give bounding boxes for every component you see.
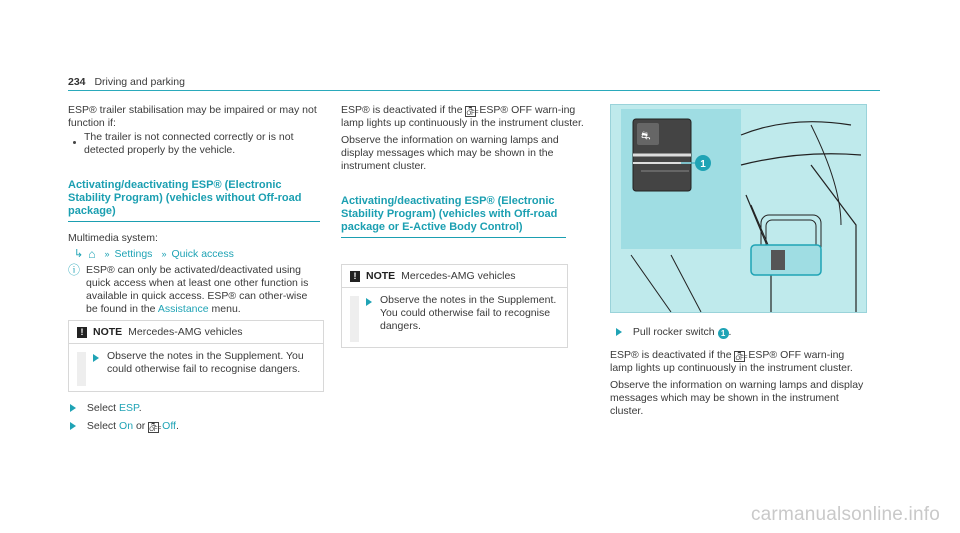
warning-icon: ! <box>350 271 360 282</box>
note-header <box>69 321 323 344</box>
note-bar <box>350 296 359 342</box>
on-option[interactable]: On <box>119 420 134 432</box>
multimedia-label: Multimedia system: <box>68 232 158 244</box>
section-title: Driving and parking <box>94 76 185 88</box>
note-box-1 <box>68 320 324 392</box>
text-part: ESP® OFF warn-ing lamp lights up continuously in the instrument cluster. <box>341 104 584 129</box>
heading-rule <box>341 237 566 238</box>
esp-off-icon: ⛐ OFF <box>466 106 479 117</box>
note-header <box>342 265 567 288</box>
note-title: NOTE <box>366 269 396 282</box>
header-rule <box>68 90 880 91</box>
off-option[interactable]: Off <box>162 420 176 432</box>
note-bar <box>77 352 86 386</box>
arrow-icon <box>70 404 76 412</box>
observe-text: Observe the information on warning lamps and display messages which may be shown in the instrument cluster. <box>610 379 864 417</box>
or-text: or <box>135 420 146 432</box>
callout-badge: 1 <box>718 328 729 339</box>
double-chevron-icon: » <box>104 249 110 259</box>
note-body <box>342 288 567 348</box>
arrow-icon <box>93 354 99 362</box>
info-text: ESP® can only be activated/deactivated using quick access when at least one other function is available in quick access. ESP® can other-wise be found in the <box>86 264 309 315</box>
deactivated-text <box>341 104 591 130</box>
note-title: NOTE <box>93 325 123 338</box>
esp-off-icon: ⛐ OFF <box>149 422 162 433</box>
arrow-icon <box>616 328 622 336</box>
nav-settings-link[interactable]: Settings <box>114 248 153 260</box>
text-part: ESP® OFF warn-ing lamp lights up continuously in the instrument cluster. <box>610 349 853 374</box>
column-2 <box>341 104 591 238</box>
assistance-link[interactable]: Assistance <box>157 303 209 315</box>
esp-link[interactable]: ESP <box>119 402 139 414</box>
nav-quick-access-link[interactable]: Quick access <box>171 248 234 260</box>
svg-text:⛐: ⛐ <box>641 129 651 142</box>
text-part: ESP® is deactivated if the <box>341 104 463 116</box>
note-box-2 <box>341 264 568 348</box>
deactivated-text <box>610 349 865 375</box>
home-icon[interactable]: ⌂ <box>88 247 96 261</box>
figure-callout-text: 1 <box>700 159 706 170</box>
observe-text: Observe the information on warning lamps and display messages which may be shown in the instrument cluster. <box>341 134 559 172</box>
arrow-right-icon: ↳ <box>74 248 84 260</box>
bullet-item <box>68 131 320 157</box>
rocker-switch-figure <box>610 104 867 313</box>
section-heading: Activating/deactivating ESP® (Electronic Stability Program) (vehicles with Off-road package or E-Active Body Control) <box>341 195 558 233</box>
step-select-esp: Select ESP. <box>70 402 142 415</box>
step-select-mode: Select On or ⛐ OFF Off. <box>70 420 179 433</box>
info-icon: ⓘ <box>68 263 81 277</box>
note-text: Observe the notes in the Supplement. You could otherwise fail to recognise dangers. <box>107 350 304 375</box>
note-body <box>69 344 323 392</box>
note-subtitle: Mercedes-AMG vehicles <box>401 269 516 282</box>
console-illustration <box>611 105 866 312</box>
bullet-text: The trailer is not connected correctly or is not detected properly by the vehicle. <box>84 131 294 156</box>
step-prefix: Select <box>86 402 117 414</box>
column-3 <box>610 326 865 418</box>
arrow-icon <box>70 422 76 430</box>
column-1 <box>68 104 320 316</box>
step-text: Pull rocker switch <box>632 326 715 338</box>
section-heading: Activating/deactivating ESP® (Electronic Stability Program) (vehicles without Off-road package) <box>68 179 302 217</box>
step-pull-switch: Pull rocker switch 1 . <box>610 326 865 339</box>
page-header <box>68 76 185 89</box>
text-part: ESP® is deactivated if the <box>610 349 732 361</box>
page-number: 234 <box>68 76 86 88</box>
double-chevron-icon: » <box>161 249 167 259</box>
note-subtitle: Mercedes-AMG vehicles <box>128 325 243 338</box>
intro-text: ESP® trailer stabilisation may be impaired or may not function if: <box>68 104 317 129</box>
note-text: Observe the notes in the Supplement. You could otherwise fail to recognise dangers. <box>380 294 557 332</box>
info-end: menu. <box>211 303 241 315</box>
arrow-icon <box>366 298 372 306</box>
step-prefix: Select <box>86 420 117 432</box>
heading-rule <box>68 221 320 222</box>
nav-path <box>68 248 320 261</box>
info-block <box>68 264 320 316</box>
esp-off-icon: ⛐ OFF <box>735 351 748 362</box>
warning-icon: ! <box>77 327 87 338</box>
watermark: carmanualsonline.info <box>750 504 940 525</box>
bullet-icon <box>73 141 76 144</box>
